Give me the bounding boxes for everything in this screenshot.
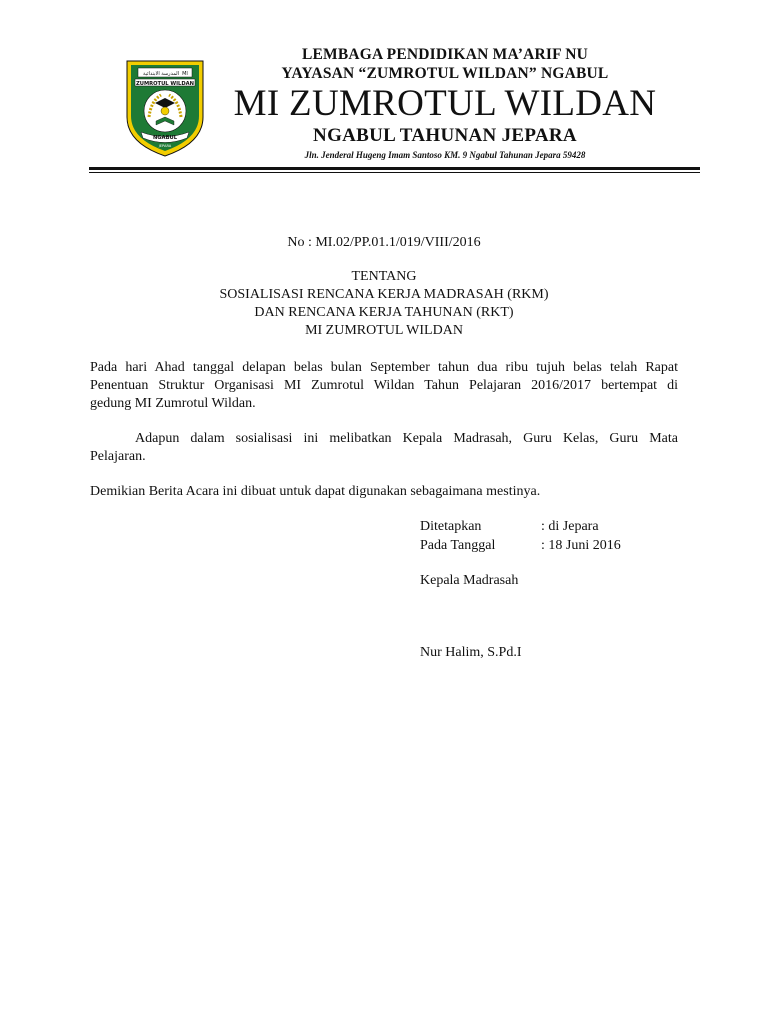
signature-role: Kepala Madrasah [420, 573, 519, 588]
signature-place-value: : di Jepara [541, 519, 599, 534]
letterhead-foundation: LEMBAGA PENDIDIKAN MA’ARIF NU [301, 46, 589, 63]
letterhead-address: Jln. Jenderal Hugeng Imam Santoso KM. 9 Ngabul Tahunan Jepara 59428 [304, 150, 586, 160]
subject-line: DAN RENCANA KERJA TAHUNAN (RKT) [254, 305, 514, 320]
paragraph-line: Adapun dalam sosialisasi ini melibatkan Kepala Madrasah, Guru Kelas, Guru Mata [135, 431, 678, 446]
letterhead-divider-thick [89, 167, 700, 170]
signature-place-row [420, 518, 599, 536]
letterhead-yayasan: YAYASAN “ZUMROTUL WILDAN” NGABUL [281, 65, 609, 82]
logo-ngabul-text: NGABUL [152, 135, 178, 141]
signature-date-value: : 18 Juni 2016 [541, 538, 621, 553]
signature-date-label: Pada Tanggal [420, 538, 496, 553]
paragraph-line: Pelajaran. [90, 449, 146, 464]
logo-jepara-text: JEPARA [158, 144, 172, 148]
logo-arabic-text: المدرسة الابتدائية [142, 71, 180, 77]
signature-place-label: Ditetapkan [420, 519, 482, 534]
paragraph-line: Demikian Berita Acara ini dibuat untuk dapat digunakan sebagaimana mestinya. [90, 484, 541, 499]
letter-number: No : MI.02/PP.01.1/019/VIII/2016 [287, 235, 481, 250]
subject-line: TENTANG [351, 269, 417, 284]
letterhead-divider-thin [89, 172, 700, 173]
subject-line: SOSIALISASI RENCANA KERJA MADRASAH (RKM) [219, 287, 549, 302]
signature-name: Nur Halim, S.Pd.I [420, 645, 522, 660]
body-paragraph-2 [90, 430, 678, 466]
signature-date-row [420, 537, 621, 555]
paragraph-line: gedung MI Zumrotul Wildan. [90, 396, 256, 411]
paragraph-line: Penentuan Struktur Organisasi MI Zumrotul Wildan Tahun Pelajaran 2016/2017 bertempat di [90, 378, 678, 393]
logo-mi-text: MI [182, 71, 188, 77]
subject-line: MI ZUMROTUL WILDAN [305, 323, 463, 338]
body-paragraph-1 [90, 359, 678, 413]
school-logo [121, 55, 209, 159]
body-paragraph-3 [90, 483, 678, 501]
paragraph-line: Pada hari Ahad tanggal delapan belas bulan September tahun dua ribu tujuh belas telah Rapat [90, 360, 678, 375]
letterhead-city: NGABUL TAHUNAN JEPARA [313, 125, 577, 146]
letterhead-school-name: MI ZUMROTUL WILDAN [233, 83, 657, 124]
logo-banner-text: ZUMROTUL WILDAN [135, 80, 195, 87]
